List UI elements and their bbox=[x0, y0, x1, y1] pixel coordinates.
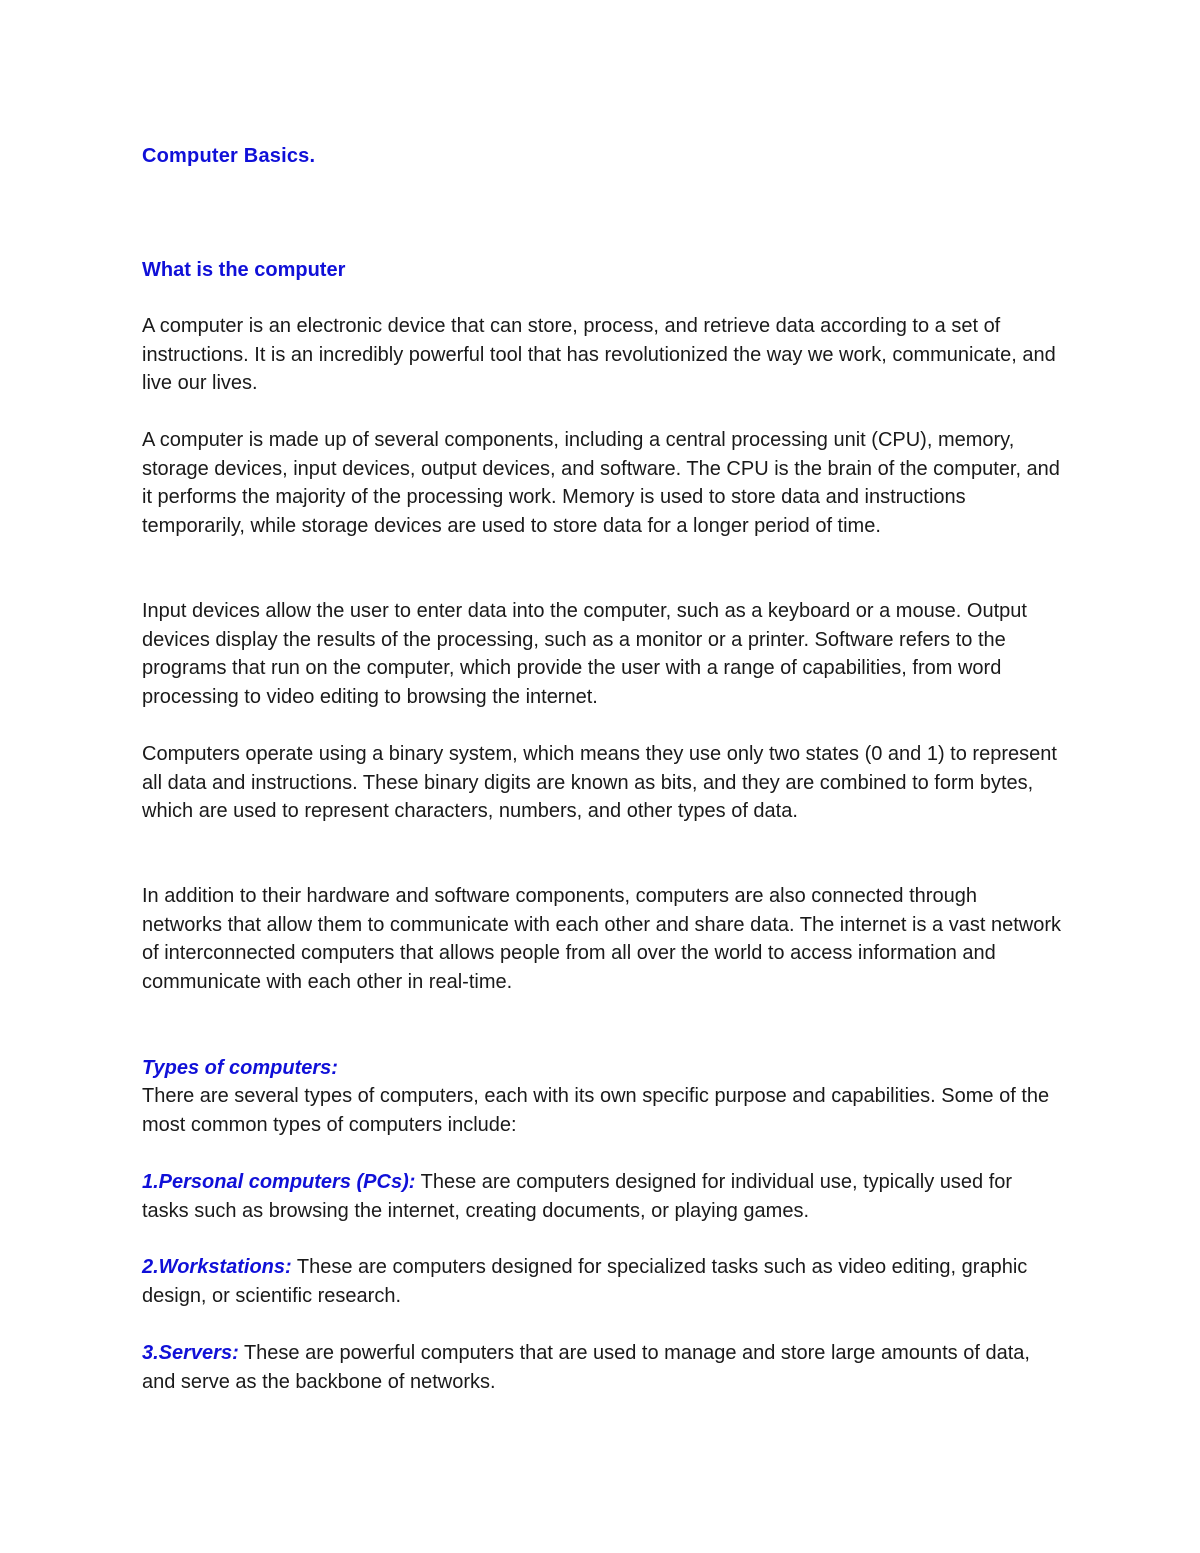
list-item-text: These are computers designed for specialized tasks such as video editing, graphic design, or scientific research. bbox=[142, 1256, 1028, 1307]
list-item-workstations bbox=[142, 1253, 1062, 1310]
section-heading-types: Types of computers: bbox=[142, 1057, 338, 1079]
section-heading-what-is-computer: What is the computer bbox=[142, 259, 346, 281]
paragraph-components: A computer is made up of several components, including a central processing unit (CPU), memory, storage devices, input devices, output devices, and software. The CPU is the brain of the computer, and it performs the majority of the processing work. Memory is used to store data and instructions temporarily, while storage devices are used to store data for a longer period of time. bbox=[142, 429, 1060, 537]
list-item-text: These are powerful computers that are used to manage and store large amounts of data, and serve as the backbone of networks. bbox=[142, 1342, 1030, 1393]
paragraph-definition: A computer is an electronic device that can store, process, and retrieve data according to a set of instructions. It is an incredibly powerful tool that has revolutionized the way we work, communicate, and live our lives. bbox=[142, 315, 1056, 395]
list-item-label: 1.Personal computers (PCs): bbox=[142, 1171, 416, 1193]
list-item-label: 2.Workstations: bbox=[142, 1256, 292, 1278]
paragraph-networks: In addition to their hardware and software components, computers are also connected through networks that allow them to communicate with each other and share data. The internet is a vast network of interconnected computers that allows people from all over the world to access information and communicate with each other in real-time. bbox=[142, 885, 1061, 993]
list-item-servers bbox=[142, 1339, 1062, 1396]
paragraph-binary: Computers operate using a binary system, which means they use only two states (0 and 1) to represent all data and instructions. These binary digits are known as bits, and they are combined to form bytes, which are used to represent characters, numbers, and other types of data. bbox=[142, 743, 1057, 823]
list-item-text: These are computers designed for individual use, typically used for tasks such as browsing the internet, creating documents, or playing games. bbox=[142, 1171, 1013, 1222]
list-item-personal-computers bbox=[142, 1168, 1062, 1225]
document-title: Computer Basics. bbox=[142, 145, 316, 167]
paragraph-input-output: Input devices allow the user to enter data into the computer, such as a keyboard or a mouse. Output devices display the results of the processing, such as a monitor or a printer. Software refers to the programs that run on the computer, which provide the user with a range of capabilities, from word processing to video editing to browsing the internet. bbox=[142, 600, 1027, 708]
list-item-label: 3.Servers: bbox=[142, 1342, 239, 1364]
paragraph-types-intro: There are several types of computers, each with its own specific purpose and capabilities. Some of the most common types of computers include: bbox=[142, 1085, 1050, 1136]
